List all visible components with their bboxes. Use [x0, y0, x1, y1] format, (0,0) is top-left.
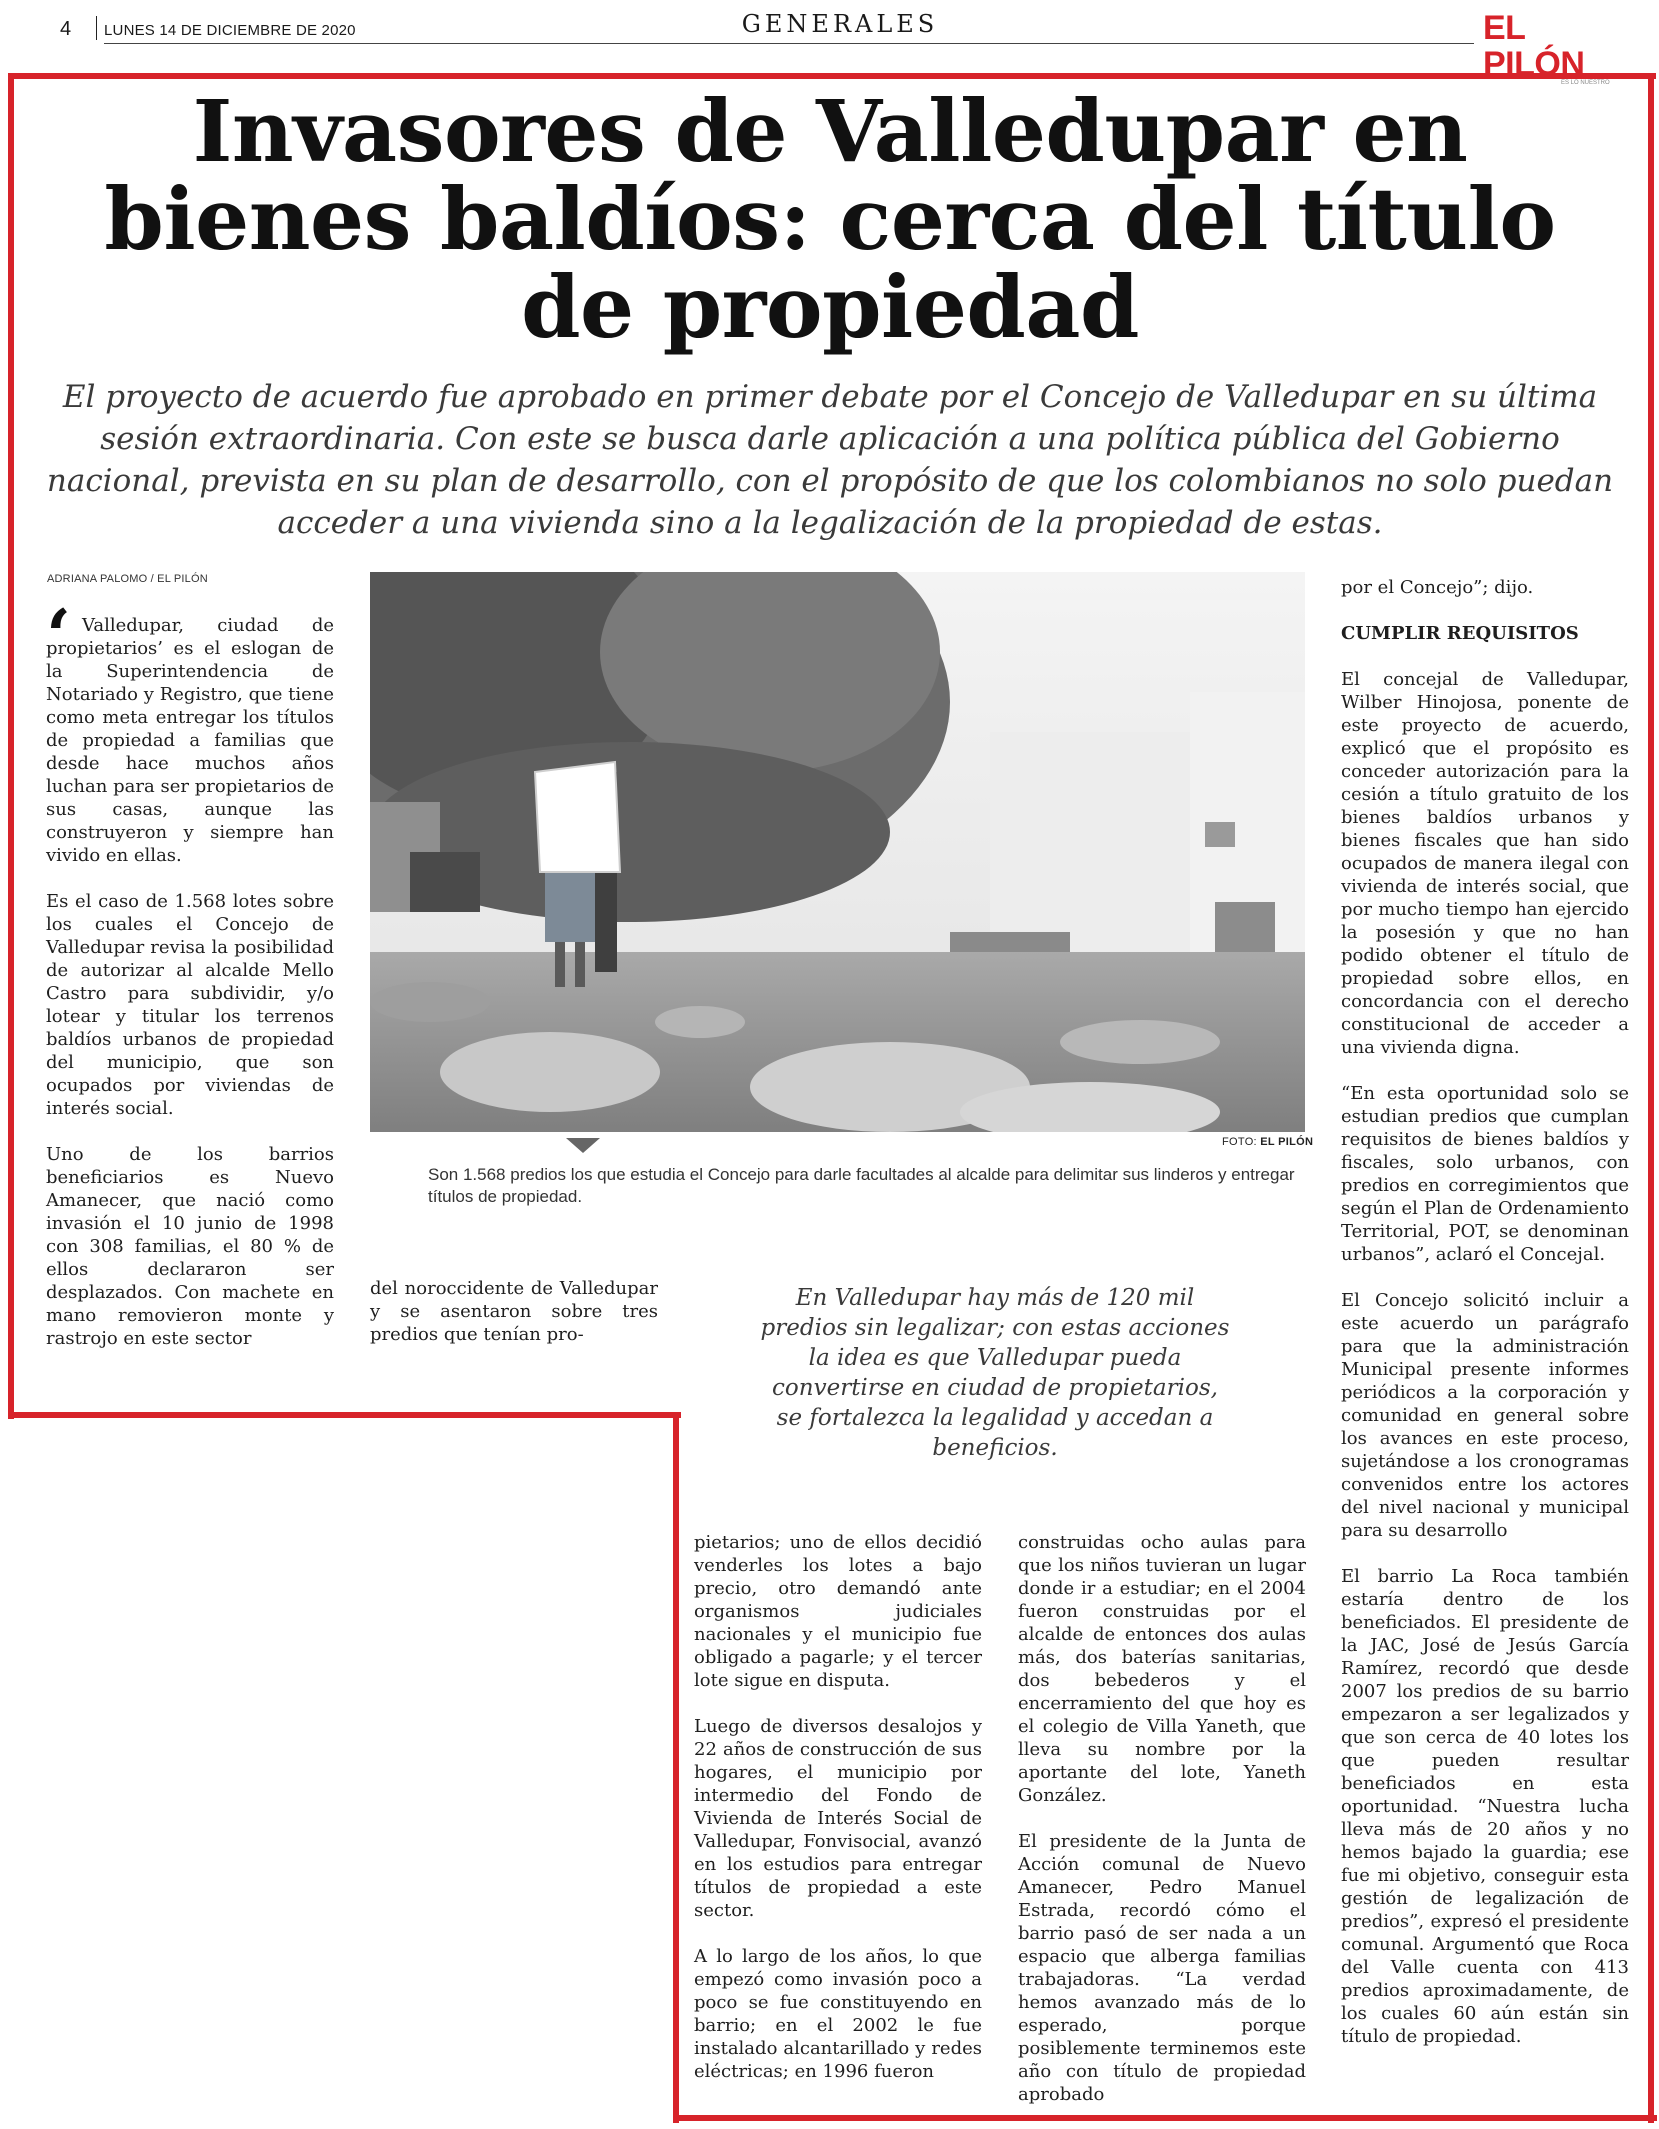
- section-subheading: CUMPLIR REQUISITOS: [1341, 623, 1579, 644]
- column-5: [1341, 576, 1629, 2071]
- col2-paragraph-1: del noroccidente de Valledupar y se asentaron sobre tres predios que tenían pro-: [370, 1278, 658, 1345]
- header-separator: [96, 16, 97, 40]
- caption-pointer-icon: [566, 1138, 600, 1153]
- photo-caption: Son 1.568 predios los que estudia el Concejo para darle facultades al alcalde para delimitar sus linderos y entregar títulos de propiedad.: [428, 1165, 1295, 1206]
- frame-left: [8, 73, 14, 1419]
- frame-right: [1648, 73, 1654, 2123]
- col5-paragraph-1: por el Concejo”; dijo.: [1341, 577, 1534, 598]
- logo-tagline: ES LO NUESTRO: [1561, 80, 1610, 86]
- col3-paragraph-3: A lo largo de los años, lo que empezó como invasión poco a poco se fue constituyendo en barrio; en el 2002 le fue instalado alcantarillado y redes eléctricas; en 1996 fueron: [694, 1946, 982, 2082]
- col1-paragraph-2: Es el caso de 1.568 lotes sobre los cuales el Concejo de Valledupar revisa la posibilidad de autorizar al alcalde Mello Castro para subdividir, y/o lotear y titular los terrenos baldíos urbanos de propiedad del municipio, que son ocupados por viviendas de interés social.: [46, 891, 334, 1119]
- byline: ADRIANA PALOMO / EL PILÓN: [47, 573, 208, 585]
- column-2: [370, 1277, 658, 1369]
- col5-paragraph-4: El Concejo solicitó incluir a este acuerdo un parágrafo para que la administración Municipal presente informes periódicos a la corporación y comunidad en general sobre los avances en este proceso, sujetándose a los cronogramas convenidos entre los actores del nivel nacional y municipal para su desarrollo: [1341, 1290, 1629, 1541]
- section-name: GENERALES: [741, 10, 939, 38]
- issue-date: LUNES 14 DE DICIEMBRE DE 2020: [104, 22, 356, 39]
- col4-paragraph-2: El presidente de la Junta de Acción comunal de Nuevo Amanecer, Pedro Manuel Estrada, recordó cómo el barrio pasó de ser nada a un espacio que alberga familias trabajadoras. “La verdad hemos avanzado más de lo esperado, porque posiblemente terminemos este año con título de propiedad aprobado: [1018, 1831, 1306, 2105]
- column-4: [1018, 1531, 1306, 2129]
- col1-paragraph-1: Valledupar, ciudad de propietarios’ es el eslogan de la Superintendencia de Notariado y Registro, que tiene como meta entregar los títulos de propiedad a familias que desde hace muchos años luchan para ser propietarios de sus casas, aunque las construyeron y siempre han vivido en ellas.: [46, 615, 334, 866]
- photo-credit-name: EL PILÓN: [1260, 1136, 1314, 1148]
- logo-wordmark: EL PILÓN: [1483, 9, 1585, 83]
- col4-paragraph-1: construidas ocho aulas para que los niños tuvieran un lugar donde ir a estudiar; en el 2004 fueron construidas por el alcalde de entonces dos aulas más, dos baterías sanitarias, dos bebederos y el encerramiento del que hoy es el colegio de Villa Yaneth, que lleva su nombre por la aportante del lote, Yaneth González.: [1018, 1532, 1306, 1806]
- column-1: [46, 614, 334, 1373]
- opening-quote-mark: ‘: [46, 593, 72, 678]
- pull-quote: En Valledupar hay más de 120 mil predios sin legalizar; con estas acciones la idea es que Valledupar pueda convertirse en ciudad de propietarios, se fortalezca la legalidad y accedan a beneficios.: [760, 1285, 1230, 1461]
- col3-paragraph-1: pietarios; uno de ellos decidió venderles los lotes a bajo precio, otro demandó ante organismos judiciales nacionales y el municipio fue obligado a pagarle; y el tercer lote sigue en disputa.: [694, 1532, 982, 1691]
- article-headline: Invasores de Valledupar en bienes baldíos: cerca del título de propiedad: [104, 82, 1556, 358]
- header-rule: [104, 43, 1474, 44]
- column-3: [694, 1531, 982, 2106]
- col1-paragraph-3: Uno de los barrios beneficiarios es Nuevo Amanecer, que nació como invasión el 10 junio de 1998 con 308 familias, el 80 % de ellos declararon ser desplazados. Con machete en mano removieron monte y rastrojo en este sector: [46, 1144, 334, 1349]
- frame-step-horizontal: [8, 1412, 681, 1418]
- col5-paragraph-5: El barrio La Roca también estaría dentro de los beneficiados. El presidente de la JAC, José de Jesús García Ramírez, recordó que desde 2007 los predios de su barrio empezaron a ser legalizados y que son cerca de 40 lotes los que pueden resultar beneficiados en esta oportunidad. “Nuestra lucha lleva más de 20 años y no hemos bajado la guardia; ese fue mi objetivo, conseguir esta gestión de legalización de predios”, expresó el presidente comunal. Argumentó que Roca del Valle cuenta con 413 predios aproximadamente, de los cuales 60 aún están sin título de propiedad.: [1341, 1566, 1629, 2047]
- col3-paragraph-2: Luego de diversos desalojos y 22 años de construcción de sus hogares, el municipio por intermedio del Fondo de Vivienda de Interés Social de Valledupar, Fonvisocial, avanzó en los estudios para entregar títulos de propiedad a este sector.: [694, 1716, 982, 1921]
- photo-credit-prefix: FOTO:: [1222, 1136, 1257, 1148]
- photo-credit: [1222, 1136, 1313, 1148]
- frame-top: [8, 73, 1656, 79]
- frame-step-vertical: [673, 1412, 679, 2123]
- article-deck: El proyecto de acuerdo fue aprobado en primer debate por el Concejo de Valledupar en su última sesión extraordinaria. Con este se busca darle aplicación a una política pública del Gobierno nacional, prevista en su plan de desarrollo, con el propósito de que los colombianos no solo puedan acceder a una vivienda sino a la legalización de la propiedad de estas.: [46, 379, 1614, 541]
- col5-paragraph-3: “En esta oportunidad solo se estudian predios que cumplan requisitos de bienes baldíos y fiscales, solo urbanos, con predios en corregimientos que según el Plan de Ordenamiento Territorial, POT, se denominan urbanos”, aclaró el Concejal.: [1341, 1083, 1629, 1265]
- col5-paragraph-2: El concejal de Valledupar, Wilber Hinojosa, ponente de este proyecto de acuerdo, explicó que el propósito es conceder autorización para la cesión a título gratuito de los bienes baldíos urbanos y bienes fiscales que han sido ocupados de manera ilegal con vivienda de interés social, que por mucho tiempo han ejercido la posesión y que no han podido obtener el título de propiedad sobre ellos, en concordancia con el derecho constitucional de acceder a una vivienda digna.: [1341, 669, 1629, 1058]
- article-photo: [370, 572, 1305, 1132]
- page-number: 4: [60, 18, 72, 40]
